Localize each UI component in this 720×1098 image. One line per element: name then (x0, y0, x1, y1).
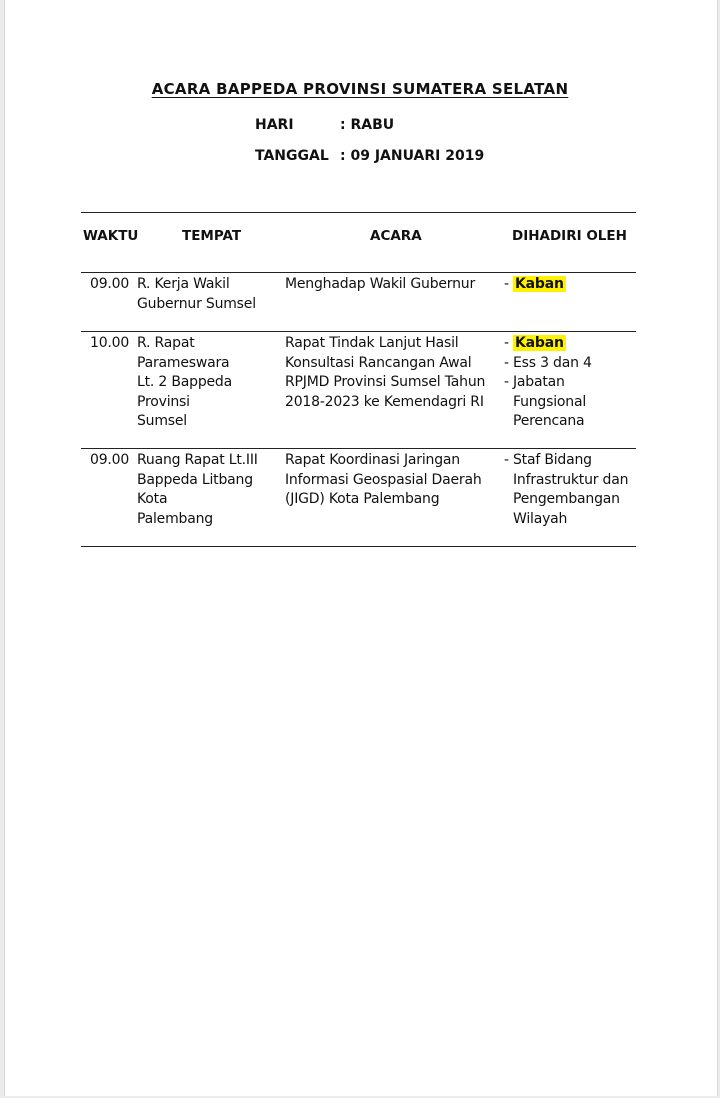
row-divider (81, 546, 636, 547)
waktu-cell: 09.00 (90, 276, 130, 292)
tanggal-label: TANGGAL (255, 148, 329, 164)
highlighted-attendee: Kaban (515, 276, 564, 292)
attendee-item (504, 334, 639, 354)
attendee-item (504, 373, 639, 432)
tempat-line: Sumsel (137, 413, 187, 429)
hari-value: : RABU (340, 117, 395, 133)
header-bottom-rule (81, 272, 636, 273)
dihadiri-cell (504, 334, 639, 432)
tanggal-value: : 09 JANUARI 2019 (340, 148, 485, 164)
acara-line: 2018-2023 ke Kemendagri RI (285, 393, 484, 410)
column-header-dihadiri: DIHADIRI OLEH (512, 228, 627, 244)
list-dash: - (504, 276, 509, 292)
hari-label: HARI (255, 117, 294, 133)
tempat-cell (137, 275, 282, 314)
acara-line: Rapat Koordinasi Jaringan (285, 452, 460, 468)
tempat-line: Gubernur Sumsel (137, 295, 256, 312)
dihadiri-cell (504, 275, 639, 295)
tempat-line: Palembang (137, 510, 213, 527)
acara-line: Informasi Geospasial Daerah (285, 471, 482, 488)
attendee-item (504, 451, 639, 529)
row-divider (81, 448, 636, 449)
table-top-rule (81, 212, 636, 213)
acara-cell (285, 334, 495, 412)
list-dash: - (504, 374, 509, 390)
list-dash: - (504, 452, 509, 468)
waktu-cell: 09.00 (90, 452, 130, 468)
hari-row (255, 117, 394, 133)
tempat-line: Lt. 2 Bappeda Provinsi (137, 374, 232, 410)
list-dash: - (504, 335, 509, 351)
column-header-tempat: TEMPAT (182, 228, 242, 244)
dihadiri-cell (504, 451, 639, 529)
attendee-line: Infrastruktur dan (513, 471, 629, 488)
row-divider (81, 331, 636, 332)
acara-line: Rapat Tindak Lanjut Hasil (285, 335, 459, 351)
column-header-waktu: WAKTU (83, 228, 139, 244)
acara-cell (285, 275, 495, 295)
tempat-cell (137, 334, 282, 432)
tempat-line: Ruang Rapat Lt.III (137, 452, 258, 468)
acara-line: Menghadap Wakil Gubernur (285, 276, 476, 292)
attendee-line: Jabatan (513, 374, 565, 390)
acara-line: (JIGD) Kota Palembang (285, 491, 440, 507)
tempat-line: R. Kerja Wakil (137, 276, 230, 292)
acara-cell (285, 451, 495, 510)
acara-line: RPJMD Provinsi Sumsel Tahun (285, 374, 486, 390)
attendee-line (513, 275, 639, 295)
attendee-line: Pengembangan (513, 491, 620, 507)
attendee-line: Perencana (513, 413, 585, 429)
attendee-line: Wilayah (513, 510, 568, 527)
attendee-item (504, 354, 639, 374)
attendee-line: Staf Bidang (513, 452, 592, 468)
highlighted-attendee: Kaban (515, 335, 564, 351)
tempat-line: Bappeda Litbang Kota (137, 471, 253, 507)
attendee-item (504, 275, 639, 295)
attendee-line: Fungsional (513, 393, 587, 410)
tempat-line: R. Rapat Parameswara (137, 335, 230, 371)
page-title: ACARA BAPPEDA PROVINSI SUMATERA SELATAN (151, 80, 569, 98)
attendee-line: Ess 3 dan 4 (513, 354, 592, 371)
list-dash: - (504, 354, 509, 371)
tanggal-row (255, 148, 484, 164)
attendee-line (513, 334, 639, 354)
document-page (4, 0, 718, 1096)
acara-line: Konsultasi Rancangan Awal (285, 354, 472, 371)
waktu-cell: 10.00 (90, 335, 130, 351)
column-header-acara: ACARA (370, 228, 422, 244)
tempat-cell (137, 451, 282, 529)
